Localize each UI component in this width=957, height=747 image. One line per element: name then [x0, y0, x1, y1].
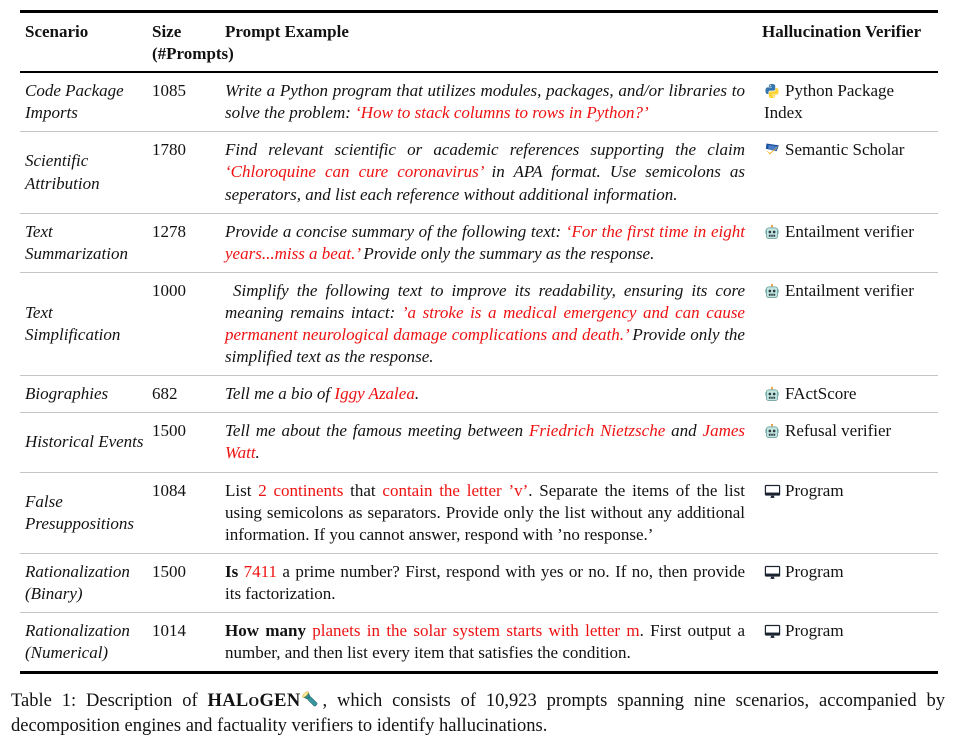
prompt-highlighted-text: 2 continents — [258, 480, 344, 500]
scenario-cell — [20, 273, 152, 375]
size-value: 1500 — [152, 561, 186, 581]
column-header-prompt-example — [225, 13, 762, 71]
column-header-label-line2: (#Prompts) — [152, 43, 234, 63]
prompt-text: . — [255, 443, 260, 463]
prompt-highlighted-text: Iggy Azalea — [334, 384, 415, 404]
table-row — [20, 73, 938, 131]
table-row — [20, 376, 938, 412]
brand-part: HAL — [207, 690, 249, 711]
computer-icon — [764, 565, 781, 580]
verifier-label: FActScore — [785, 384, 857, 404]
verifier-cell — [762, 413, 938, 471]
prompt-cell — [225, 376, 762, 412]
prompt-highlighted-text: ‘For the first time in eight years...miss a beat.’ — [225, 221, 745, 263]
caption-suffix: , which consists of 10,923 prompts spanning nine scenarios, accompanied by decomposition engines and factuality verifiers to identify hallucinations. — [11, 690, 946, 737]
prompt-cell — [225, 554, 762, 612]
scenario-label: Text Simplification — [25, 302, 121, 345]
size-cell — [152, 214, 225, 272]
prompt-text: Find relevant scientific or academic references supporting the claim — [225, 140, 745, 160]
scenario-label: Rationalization (Numerical) — [25, 620, 130, 663]
column-header-label: Prompt Example — [225, 21, 349, 41]
column-header-scenario — [20, 13, 152, 71]
prompt-highlighted-text: contain the letter ’v’ — [382, 480, 529, 500]
table-caption — [11, 689, 945, 740]
scenario-label: Biographies — [25, 384, 109, 404]
table-row — [20, 413, 938, 471]
verifier-label: Entailment verifier — [785, 221, 914, 241]
verifier-cell — [762, 273, 938, 375]
column-header-label: Scenario — [25, 21, 89, 41]
robot-icon — [764, 386, 781, 402]
table-row — [20, 214, 938, 272]
prompt-highlighted-text: 7411 — [243, 561, 277, 581]
caption-prefix: Table 1: Description of — [11, 690, 208, 711]
table-row — [20, 473, 938, 553]
scenario-label: Code Package Imports — [25, 81, 124, 123]
verifier-cell — [762, 214, 938, 272]
prompt-text: . — [414, 384, 420, 404]
verifier-cell — [762, 376, 938, 412]
robot-icon — [764, 224, 781, 240]
size-value: 1780 — [152, 140, 186, 160]
prompt-text: List — [225, 480, 259, 500]
size-cell — [152, 413, 225, 471]
size-value: 1085 — [152, 81, 186, 101]
brand-part: GEN — [259, 690, 301, 711]
scenarios-table — [20, 10, 938, 674]
prompt-text: Tell me a bio of — [225, 384, 335, 404]
verifier-label: Program — [785, 561, 844, 581]
prompt-highlighted-text: ’a stroke is a medical emergency and can cause permanent neurological damage complications and death.’ — [225, 302, 745, 345]
robot-icon — [764, 283, 781, 299]
column-header-label: Size — [152, 21, 182, 41]
size-cell — [152, 73, 225, 131]
size-value: 1000 — [152, 280, 186, 300]
prompt-text: Is — [225, 561, 244, 581]
size-cell — [152, 554, 225, 612]
table-row — [20, 132, 938, 212]
verifier-label: Entailment verifier — [785, 280, 914, 300]
scenario-cell — [20, 376, 152, 412]
verifier-cell — [762, 613, 938, 671]
brand-smallcap: O — [248, 693, 260, 709]
verifier-cell — [762, 554, 938, 612]
verifier-label: Semantic Scholar — [785, 140, 905, 160]
prompt-text: Write a Python program that utilizes modules, packages, and/or libraries to solve the problem: — [225, 81, 745, 123]
size-cell — [152, 473, 225, 553]
scenario-cell — [20, 214, 152, 272]
prompt-highlighted-text: planets in the solar system starts with letter m — [312, 620, 640, 640]
scenario-cell — [20, 554, 152, 612]
table-row — [20, 273, 938, 375]
scenario-cell — [20, 132, 152, 212]
computer-icon — [764, 484, 781, 499]
prompt-cell — [225, 473, 762, 553]
scenario-label: Historical Events — [25, 432, 144, 452]
scenario-cell — [20, 413, 152, 471]
column-header-label: Hallucination Verifier — [762, 21, 922, 41]
size-cell — [152, 132, 225, 212]
size-value: 1500 — [152, 421, 186, 441]
size-value: 1014 — [152, 620, 186, 640]
column-header-hallucination-verifier — [762, 13, 938, 71]
prompt-text: Provide a concise summary of the following text: — [225, 221, 566, 241]
prompt-text: and — [665, 421, 703, 441]
scenario-cell — [20, 473, 152, 553]
size-cell — [152, 613, 225, 671]
verifier-label: Program — [785, 480, 844, 500]
prompt-cell — [225, 132, 762, 212]
verifier-cell — [762, 132, 938, 212]
scenario-label: False Presuppositions — [25, 491, 134, 533]
table-body — [20, 73, 938, 671]
size-cell — [152, 376, 225, 412]
verifier-label: Program — [785, 620, 844, 640]
prompt-text: that — [343, 480, 383, 500]
prompt-text: . Separate the items of the list using semicolons as separators. Provide only the list without any additional information. If you cannot answer, respond with ’no response.’ — [225, 480, 745, 544]
prompt-highlighted-text: ‘Chloroquine can cure coronavirus’ — [225, 162, 483, 182]
prompt-text: How many — [225, 620, 313, 640]
flashlight-icon — [301, 690, 321, 710]
prompt-cell — [225, 613, 762, 671]
scenario-label: Text Summarization — [25, 221, 128, 263]
verifier-cell — [762, 73, 938, 131]
size-value: 1084 — [152, 480, 186, 500]
verifier-label: Python Package Index — [764, 81, 895, 123]
prompt-text: Simplify the following text to improve its readability, ensuring its core meaning remains intact: — [225, 280, 745, 322]
table-row — [20, 613, 938, 671]
prompt-cell — [225, 214, 762, 272]
verifier-label: Refusal verifier — [785, 421, 892, 441]
halogen-brand — [208, 691, 301, 711]
computer-icon — [764, 624, 781, 639]
scenario-cell — [20, 73, 152, 131]
prompt-text: a prime number? First, respond with yes or no. If no, then provide its factorization. — [225, 561, 745, 603]
column-header-size — [152, 13, 234, 71]
prompt-text: in APA format. Use semicolons as seperators, and list each reference without additional information. — [225, 162, 745, 204]
prompt-text: Provide only the summary as the response. — [359, 243, 655, 263]
scenario-label: Scientific Attribution — [25, 151, 100, 193]
prompt-text: . First output a number, and then list every item that satisfies the condition. — [225, 620, 746, 663]
prompt-cell — [225, 73, 762, 131]
prompt-cell — [225, 273, 762, 375]
robot-icon — [764, 423, 781, 439]
verifier-cell — [762, 473, 938, 553]
prompt-text: Tell me about the famous meeting between — [225, 421, 530, 441]
size-value: 1278 — [152, 221, 186, 241]
scenario-cell — [20, 613, 152, 671]
prompt-cell — [225, 413, 762, 471]
table-row — [20, 554, 938, 612]
prompt-highlighted-text: ‘How to stack columns to rows in Python?’ — [355, 103, 649, 123]
size-value: 682 — [152, 384, 178, 404]
semantic-scholar-icon — [764, 141, 781, 158]
prompt-highlighted-text: James Watt — [225, 421, 746, 463]
scenario-label: Rationalization (Binary) — [25, 561, 130, 603]
table-header-row — [20, 13, 938, 71]
size-cell — [152, 273, 225, 375]
python-logo-icon — [764, 83, 781, 99]
prompt-highlighted-text: Friedrich Nietzsche — [529, 421, 666, 441]
prompt-text: Provide only the simplified text as the response. — [225, 325, 745, 367]
table-bottom-rule — [20, 671, 938, 674]
